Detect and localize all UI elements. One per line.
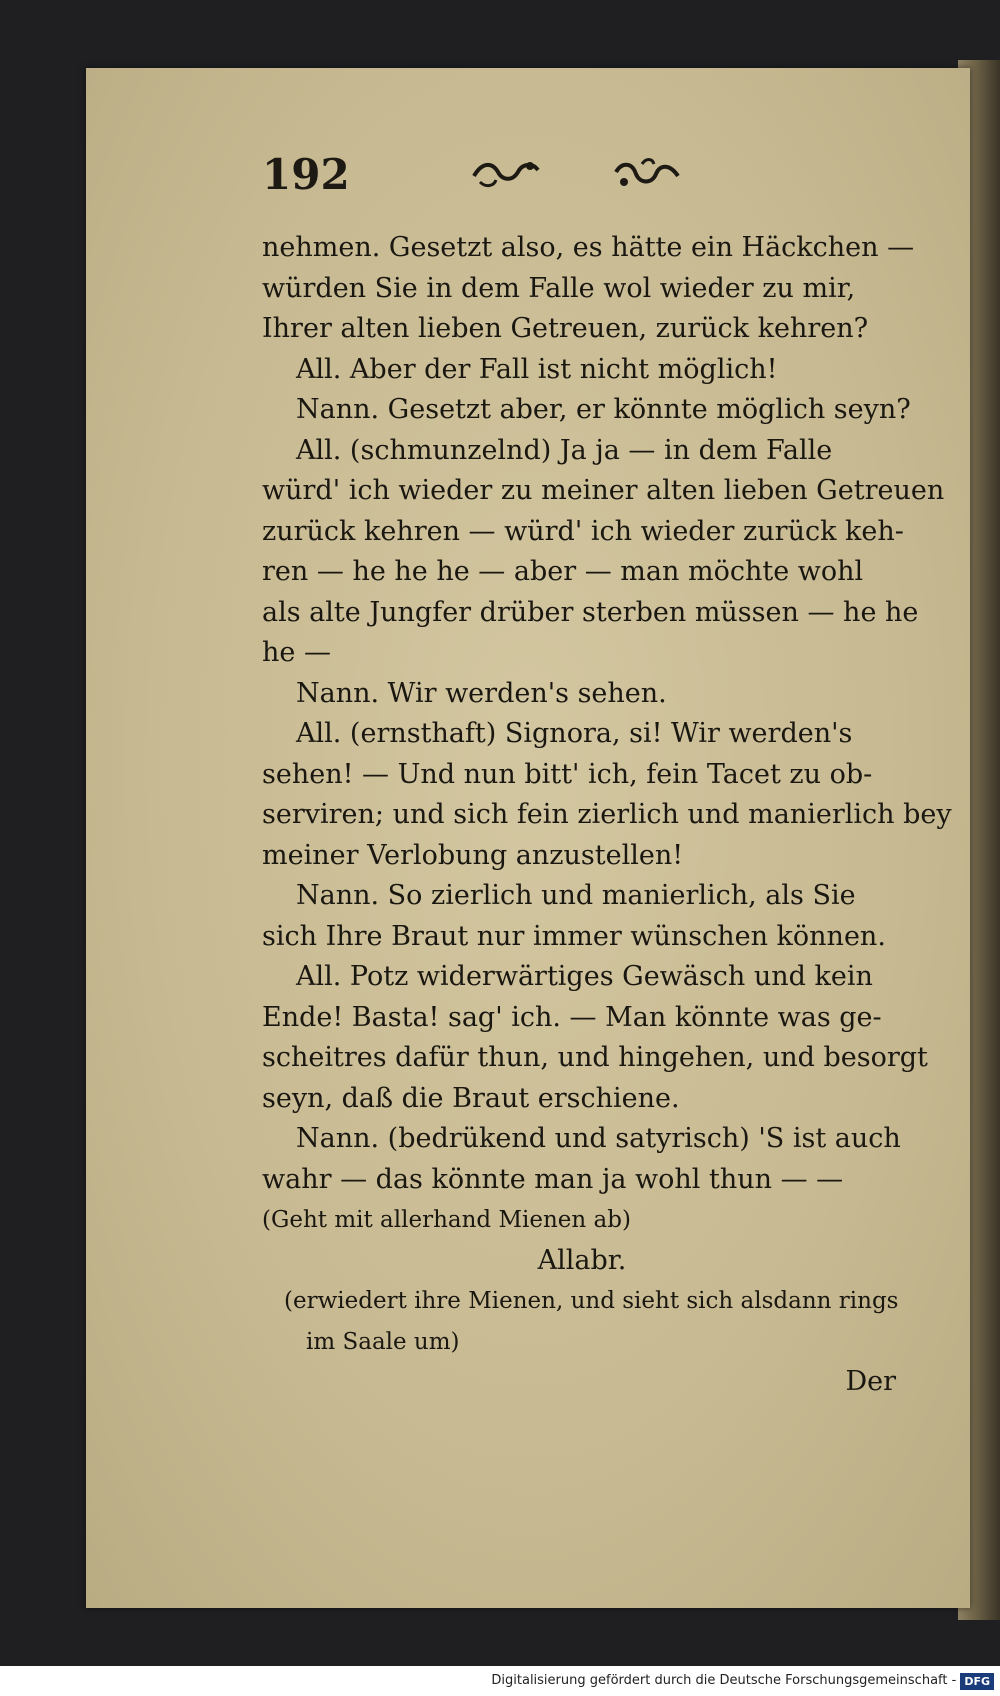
text-line: nehmen. Gesetzt also, es hätte ein Häckchen — <box>262 232 915 263</box>
text-line: Ihrer alten lieben Getreuen, zurück kehren? <box>262 313 869 344</box>
text-line: Nann. Gesetzt aber, er könnte möglich seyn? <box>296 394 911 425</box>
text-line: sehen! — Und nun bitt' ich, fein Tacet zu ob- <box>262 758 873 790</box>
page-header <box>262 150 732 206</box>
speaker-heading: Allabr. <box>537 1244 627 1276</box>
text-line: seyn, daß die Braut erschiene. <box>262 1082 680 1114</box>
ornament-left-icon <box>472 154 542 194</box>
page-text <box>262 228 952 1403</box>
text-line: würd' ich wieder zu meiner alten lieben Getreuen <box>262 475 945 506</box>
text-line: sich Ihre Braut nur immer wünschen können. <box>262 920 886 952</box>
text-line: scheitres dafür thun, und hingehen, und besorgt <box>262 1042 928 1073</box>
text-line: he — <box>262 637 331 668</box>
text-line: All. (schmunzelnd) Ja ja — in dem Falle <box>296 434 833 466</box>
stage-direction: im Saale um) <box>306 1328 460 1355</box>
text-line: Nann. So zierlich und manierlich, als Sie <box>296 880 856 911</box>
footer-text: Digitalisierung gefördert durch die Deutsche Forschungsgemeinschaft - <box>491 1673 957 1688</box>
text-line: ren — he he he — aber — man möchte wohl <box>262 556 864 587</box>
stage-direction: (Geht mit allerhand Mienen ab) <box>262 1207 631 1233</box>
text-line: Nann. (bedrükend und satyrisch) 'S ist auch <box>296 1123 901 1154</box>
text-line: Nann. Wir werden's sehen. <box>296 677 667 709</box>
text-line: als alte Jungfer drüber sterben müssen — he he <box>262 596 919 628</box>
digitization-footer <box>0 1666 1000 1696</box>
text-line: serviren; und sich fein zierlich und manierlich bey <box>262 799 952 830</box>
text-line: meiner Verlobung anzustellen! <box>262 839 684 871</box>
text-line: All. (ernsthaft) Signora, si! Wir werden's <box>296 718 853 749</box>
dfg-logo: DFG <box>960 1673 994 1690</box>
stage-direction: (erwiedert ihre Mienen, und sieht sich alsdann rings <box>284 1288 899 1314</box>
page-number: 192 <box>262 150 350 199</box>
catchword: Der <box>845 1366 896 1397</box>
text-line: zurück kehren — würd' ich wieder zurück keh- <box>262 515 904 547</box>
text-line: würden Sie in dem Falle wol wieder zu mir, <box>262 272 856 304</box>
text-line: All. Aber der Fall ist nicht möglich! <box>296 353 778 385</box>
text-line: All. Potz widerwärtiges Gewäsch und kein <box>296 961 873 992</box>
text-line: wahr — das könnte man ja wohl thun — — <box>262 1163 844 1195</box>
text-line: Ende! Basta! sag' ich. — Man könnte was ge- <box>262 1001 882 1033</box>
ornament-right-icon <box>612 154 682 194</box>
